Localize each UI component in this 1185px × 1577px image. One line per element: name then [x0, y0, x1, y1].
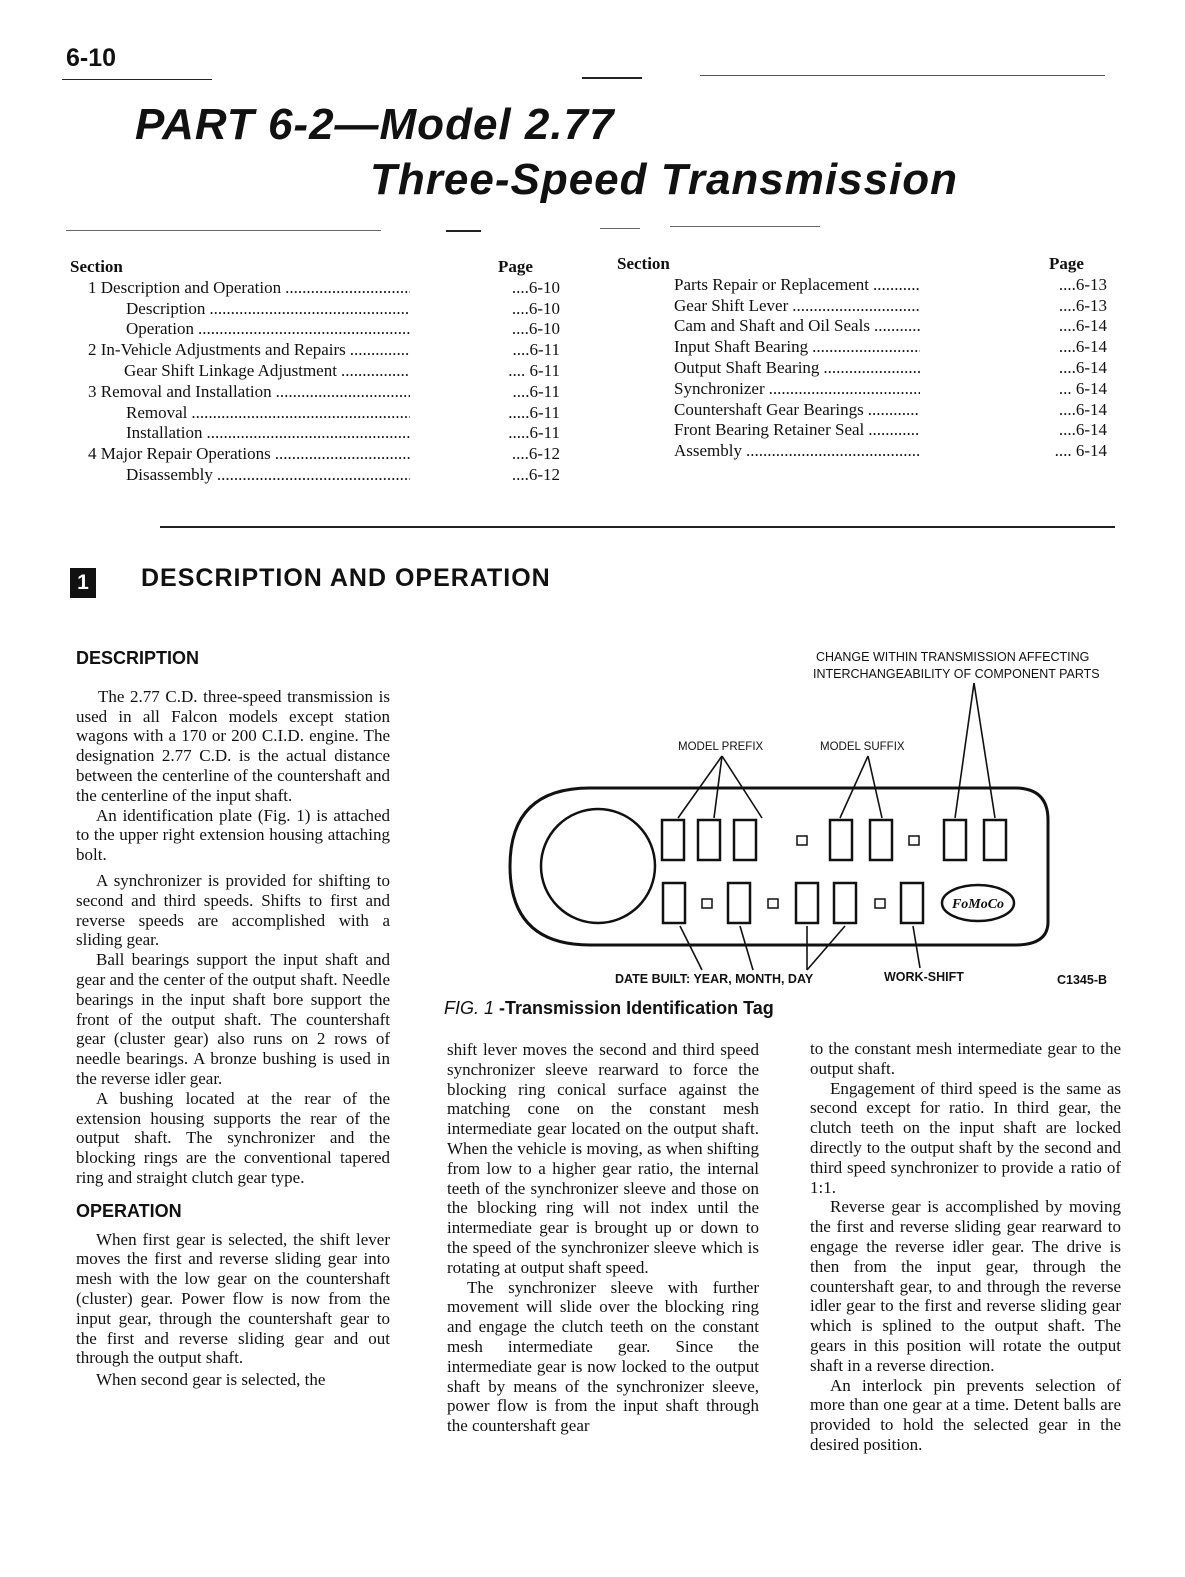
toc-leader-dots — [191, 403, 410, 424]
date-box-2 — [728, 883, 750, 923]
toc-entry-page: ....6-12 — [511, 444, 560, 464]
toc-entry-page: ....6-13 — [1058, 274, 1107, 294]
fomoco-logo-text: FoMoCo — [951, 897, 1005, 912]
toc-leader-dots — [217, 465, 410, 486]
toc-row — [70, 340, 560, 361]
toc-row — [617, 400, 1107, 421]
toc-row — [70, 361, 560, 382]
toc-top-rule-3 — [600, 228, 640, 229]
toc-entry-page: ....6-14 — [1058, 357, 1107, 377]
toc-entry — [126, 299, 410, 320]
toc-entry — [674, 316, 920, 337]
description-paragraph: Ball bearings support the input shaft and gear and the center of the output shaft. Needle bearings in the input shaft bore support the front of the output shaft. The countershaft gear (cluster gear) also runs on 2 rows of needle bearings. A bronze bushing is used in the reverse idler gear. — [76, 950, 390, 1088]
work-shift-box — [901, 883, 923, 923]
toc-entry-label: Input Shaft Bearing — [674, 337, 809, 357]
toc-row — [70, 465, 560, 486]
toc-row — [617, 275, 1107, 296]
toc-page-header: Page — [498, 257, 533, 276]
toc-row — [617, 337, 1107, 358]
toc-row — [70, 403, 560, 424]
page-number: 6-10 — [66, 44, 117, 72]
operation-paragraph: When second gear is selected, the — [96, 1370, 326, 1390]
toc-entry-page: ....6-11 — [512, 340, 560, 360]
prefix-box-1 — [662, 820, 684, 860]
toc-row — [617, 296, 1107, 317]
toc-header — [70, 257, 560, 278]
header-rule-left — [62, 79, 212, 80]
arrow-date-2 — [740, 926, 753, 970]
toc-entry — [88, 444, 410, 465]
date-box-4 — [834, 883, 856, 923]
operation-paragraph: The synchronizer sleeve with further movement will slide over the blocking ring and engage the clutch teeth on the constant mesh intermediate gear. Since the intermediate gear is now locked to the output shaft by means of the synchronizer sleeve, power flow is from the input shaft through the countershaft gear — [447, 1277, 759, 1436]
figure-caption-text: -Transmission Identification Tag — [499, 998, 774, 1018]
toc-entry — [126, 319, 410, 340]
toc-entry-label: Gear Shift Lever — [674, 295, 789, 315]
separator-box — [768, 899, 778, 908]
toc-entry-label: Front Bearing Retainer Seal — [674, 420, 865, 440]
toc-entry-page: ....6-10 — [511, 319, 560, 339]
arrow-date-1 — [680, 926, 702, 970]
arrow-work-shift — [913, 926, 920, 968]
suffix-box-1 — [830, 820, 852, 860]
description-paragraph: A bushing located at the rear of the extension housing supports the rear of the output shaft. The synchronizer and the blocking rings are the conventional tapered ring and straight clutch gear type. — [76, 1088, 390, 1187]
toc-entry-page: .... 6-14 — [1054, 441, 1107, 461]
toc-entry-page: .....6-11 — [508, 402, 560, 422]
description-paragraph: The 2.77 C.D. three-speed transmission is used in all Falcon models except station wagons with a 170 or 200 C.I.D. engine. The designation 2.77 C.D. is the actual distance between the centerline of the countershaft and the centerline of the input shaft. — [76, 686, 390, 805]
toc-leader-dots — [276, 382, 410, 403]
toc-leader-dots — [823, 358, 920, 379]
figure-caption — [444, 998, 774, 1019]
toc-entry — [674, 337, 920, 358]
separator-box — [875, 899, 885, 908]
toc-entry-page: ....6-10 — [511, 277, 560, 297]
toc-entry — [88, 278, 410, 299]
toc-entry-label: Countershaft Gear Bearings — [674, 399, 864, 419]
toc-leader-dots — [769, 379, 920, 400]
toc-row — [70, 382, 560, 403]
operation-heading: OPERATION — [76, 1200, 182, 1221]
toc-entry-label: Gear Shift Linkage Adjustment — [124, 360, 337, 380]
toc-top-rule-2 — [446, 230, 481, 232]
toc-entry-page: .....6-11 — [508, 423, 560, 443]
description-column — [76, 649, 390, 1390]
toc-left — [70, 257, 560, 486]
toc-leader-dots — [341, 361, 410, 382]
section-number-badge: 1 — [70, 568, 96, 598]
toc-right — [617, 254, 1107, 462]
header-rule-right — [700, 75, 1105, 76]
description-paragraph: An identification plate (Fig. 1) is attached to the upper right extension housing attaching bolt. — [76, 805, 390, 865]
toc-entry — [674, 400, 920, 421]
toc-entry-label: Installation — [126, 423, 203, 443]
toc-entry-label: Cam and Shaft and Oil Seals — [674, 316, 870, 336]
toc-entry-label: Operation — [126, 319, 194, 339]
toc-row — [70, 299, 560, 320]
toc-leader-dots — [209, 299, 410, 320]
toc-row — [617, 358, 1107, 379]
arrow-change-1 — [955, 683, 974, 818]
operation-paragraph: An interlock pin prevents selection of more than one gear at a time. Detent balls are provided to hold the selected gear in the desired position. — [810, 1375, 1121, 1454]
work-shift-label: WORK-SHIFT — [884, 970, 964, 984]
toc-row — [70, 444, 560, 465]
toc-page-header: Page — [1049, 254, 1084, 273]
toc-leader-dots — [350, 340, 410, 361]
toc-entry-page: ....6-14 — [1058, 420, 1107, 440]
operation-paragraph: Engagement of third speed is the same as second except for ratio. In third gear, the clutch teeth on the input shaft are locked directly to the output shaft by the second and third speed synchronizer to provide a ratio of 1:1. — [810, 1078, 1121, 1197]
toc-leader-dots — [868, 400, 920, 421]
toc-entry-label: Output Shaft Bearing — [674, 357, 820, 377]
toc-entry-label: 1 Description and Operation — [88, 277, 282, 297]
toc-entry — [88, 340, 410, 361]
toc-row — [617, 441, 1107, 462]
toc-entry-page: .... 6-11 — [508, 360, 560, 380]
date-box-1 — [663, 883, 685, 923]
toc-entry — [88, 382, 410, 403]
toc-entry-label: Disassembly — [126, 464, 213, 484]
toc-entry-page: ... 6-14 — [1058, 378, 1107, 398]
toc-section-header: Section — [617, 254, 670, 273]
suffix-box-2 — [870, 820, 892, 860]
toc-row — [617, 379, 1107, 400]
toc-entry-label: 3 Removal and Installation — [88, 381, 272, 401]
toc-entry-page: ....6-14 — [1058, 399, 1107, 419]
toc-section-header: Section — [70, 257, 123, 276]
tag-mounting-hole — [541, 809, 655, 923]
toc-leader-dots — [812, 337, 920, 358]
separator-box — [797, 836, 807, 845]
toc-entry-label: Description — [126, 298, 206, 318]
toc-top-rule-1 — [66, 230, 381, 231]
toc-top-rule-4 — [670, 226, 820, 227]
toc-bottom-rule — [160, 526, 1115, 528]
date-box-3 — [796, 883, 818, 923]
section-title: DESCRIPTION AND OPERATION — [141, 564, 551, 592]
toc-row — [617, 316, 1107, 337]
toc-row — [70, 423, 560, 444]
toc-entry-label: 2 In-Vehicle Adjustments and Repairs — [88, 340, 346, 360]
identification-tag-figure — [500, 640, 1140, 995]
description-heading: DESCRIPTION — [76, 648, 200, 668]
toc-entry — [674, 441, 920, 462]
toc-entry-page: ....6-13 — [1058, 295, 1107, 315]
operation-paragraph: Reverse gear is accomplished by moving the first and reverse sliding gear rearward to engage the reverse idler gear. The drive is then from the input gear, through the countershaft gear, to and through the reverse idler gear to the first and reverse sliding gear which is splined to the output shaft. The gears in this position will rotate the output shaft in a reverse direction. — [810, 1197, 1121, 1375]
toc-header — [617, 254, 1107, 275]
toc-entry — [126, 423, 410, 444]
change-note-line2: INTERCHANGEABILITY OF COMPONENT PARTS — [813, 667, 1100, 681]
separator-box — [909, 836, 919, 845]
toc-entry-label: 4 Major Repair Operations — [88, 444, 271, 464]
date-built-label: DATE BUILT: YEAR, MONTH, DAY — [615, 972, 814, 986]
toc-row — [70, 278, 560, 299]
toc-leader-dots — [792, 296, 920, 317]
toc-leader-dots — [198, 319, 410, 340]
toc-entry — [126, 465, 410, 486]
figure-caption-number: FIG. 1 — [444, 998, 495, 1018]
operation-paragraph: When first gear is selected, the shift lever moves the first and reverse sliding gear into mesh with the low gear on the countershaft (cluster) gear. Power flow is now from the input gear, through the countershaft gear to the first and reverse sliding gear and out through the output shaft. — [76, 1229, 390, 1368]
toc-row — [617, 420, 1107, 441]
toc-entry-label: Synchronizer — [674, 378, 765, 398]
toc-leader-dots — [868, 420, 920, 441]
toc-row — [70, 319, 560, 340]
toc-entry-label: Assembly — [674, 441, 742, 461]
toc-entry-page: ....6-14 — [1058, 316, 1107, 336]
operation-column-3 — [810, 1039, 1121, 1455]
separator-box — [702, 899, 712, 908]
toc-entry — [674, 379, 920, 400]
toc-leader-dots — [285, 278, 410, 299]
page-title-line2: Three-Speed Transmission — [370, 155, 959, 204]
operation-paragraph: to the constant mesh intermediate gear to the output shaft. — [810, 1039, 1121, 1078]
operation-paragraph: shift lever moves the second and third speed synchronizer sleeve rearward to force the blocking ring conical surface against the matching cone on the constant mesh intermediate gear located on the output shaft. When the vehicle is moving, as when shifting from low to a higher gear ratio, the internal teeth of the synchronizer sleeve and those on the blocking ring will not index until the intermediate gear is brought up or down to the speed of the synchronizer sleeve which is rotating at output shaft speed. — [447, 1040, 759, 1277]
toc-entry-page: ....6-12 — [511, 464, 560, 484]
toc-leader-dots — [746, 441, 920, 462]
change-box-1 — [944, 820, 966, 860]
toc-entry-label: Removal — [126, 402, 188, 422]
toc-entry-page: ....6-14 — [1058, 337, 1107, 357]
figure-code: C1345-B — [1057, 973, 1108, 987]
toc-entry-page: ....6-11 — [512, 381, 560, 401]
description-paragraph: A synchronizer is provided for shifting to second and third speeds. Shifts to first and reverse speeds are accomplished with a sliding gear. — [76, 870, 390, 950]
arrow-change-2 — [974, 683, 995, 818]
toc-leader-dots — [874, 316, 920, 337]
model-prefix-label: MODEL PREFIX — [678, 741, 764, 753]
arrow-date-4 — [807, 926, 845, 970]
prefix-box-3 — [734, 820, 756, 860]
model-suffix-label: MODEL SUFFIX — [820, 741, 905, 753]
toc-entry-page: ....6-10 — [511, 298, 560, 318]
toc-entry — [674, 296, 920, 317]
change-box-2 — [984, 820, 1006, 860]
prefix-box-2 — [698, 820, 720, 860]
toc-entry-label: Parts Repair or Replacement — [674, 274, 869, 294]
operation-column-2 — [447, 1040, 759, 1436]
page-title-line1: PART 6-2—Model 2.77 — [135, 100, 615, 149]
toc-entry — [126, 403, 410, 424]
toc-entry — [124, 361, 410, 382]
toc-leader-dots — [873, 275, 920, 296]
header-rule-mid — [582, 77, 642, 79]
toc-entry — [674, 420, 920, 441]
toc-entry — [674, 275, 920, 296]
toc-leader-dots — [275, 444, 410, 465]
toc-leader-dots — [206, 423, 410, 444]
toc-entry — [674, 358, 920, 379]
change-note-line1: CHANGE WITHIN TRANSMISSION AFFECTING — [816, 650, 1090, 664]
